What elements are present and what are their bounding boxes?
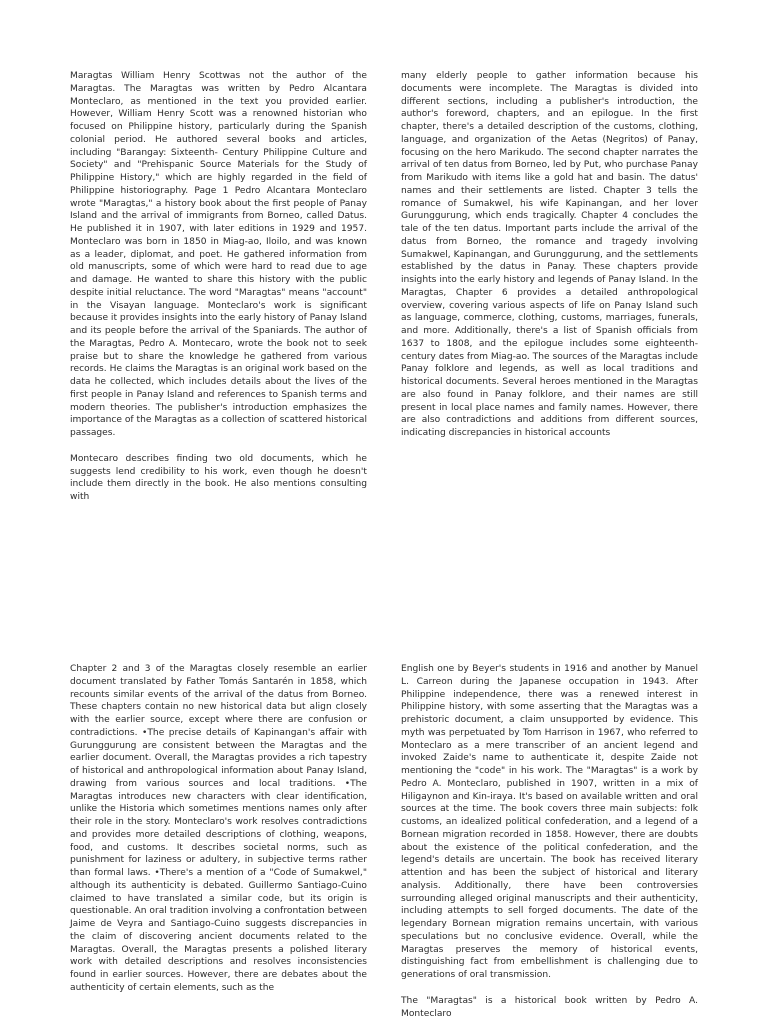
text-column-left bbox=[70, 663, 367, 1008]
paragraph: Maragtas William Henry Scottwas not the author of the Maragtas. The Maragtas was written by Pedro Alcantara Monteclaro, as mentioned in the text you provided earlier. However, William Henry Scott was a renowned historian who focused on Philippine history, particularly during the Spanish colonial period. He authored several books and articles, including "Barangay: Sixteenth- Century Philippine Culture and Society" and "Prehispanic Source Materials for the Study of Philippine History," which are highly regarded in the field of Philippine historiography. Page 1 Pedro Alcantara Monteclaro wrote "Maragtas," a history book about the first people of Panay Island and the arrival of immigrants from Borneo, called Datus. He published it in 1907, with later editions in 1929 and 1957. Monteclaro was born in 1850 in Miag-ao, Iloilo, and was known as a leader, diplomat, and poet. He gathered information from old manuscripts, some of which were hard to read due to age and damage. He wanted to share this history with the public despite initial reluctance. The word "Maragtas" means "account" in the Visayan language. Monteclaro's work is significant because it provides insights into the early history of Panay Island and its people before the arrival of the Spaniards. The author of the Maragtas, Pedro A. Montecaro, wrote the book not to seek praise but to share the knowledge he gathered from various records. He claims the Maragtas is an original work based on the data he collected, which includes details about the lives of the first people in Panay Island and references to Spanish terms and modern theories. The publisher's introduction emphasizes the importance of the Maragtas as a collection of scattered historical passages. bbox=[70, 71, 367, 438]
text-column-left bbox=[70, 70, 367, 517]
paragraph: Montecaro describes finding two old documents, which he suggests lend credibility to his work, even though he doesn't include them directly in the book. He also mentions consulting with bbox=[70, 453, 367, 502]
text-column-right bbox=[401, 70, 698, 453]
text-column-right bbox=[401, 663, 698, 1033]
document-page-bottom bbox=[0, 620, 768, 1024]
paragraph: The "Maragtas" is a historical book written by Pedro A. Monteclaro bbox=[401, 995, 698, 1019]
paragraph: English one by Beyer's students in 1916 and another by Manuel L. Carreon during the Japanese occupation in 1943. After Philippine independence, there was a renewed interest in Philippine history, with some asserting that the Maragtas was a prehistoric document, a claim unsupported by evidence. This myth was perpetuated by Tom Harrison in 1967, who referred to Monteclaro as a mere transcriber of an ancient legend and invoked Zaide's name to authenticate it, despite Zaide not mentioning the "code" in his work. The "Maragtas" is a work by Pedro A. Monteclaro, published in 1907, written in a mix of Hiligaynon and Kin-iraya. It's based on available written and oral sources at the time. The book covers three main subjects: folk customs, an idealized political confederation, and a legend of a Bornean migration recorded in 1858. However, there are doubts about the existence of the political confederation, and the legend's details are uncertain. The book has received literary attention and has been the subject of historical and literary analysis. Additionally, there have been controversies surrounding alleged original manuscripts and their authenticity, including attempts to sell forged documents. The date of the legendary Bornean migration remains uncertain, with various speculations but no conclusive evidence. Overall, while the Maragtas preserves the memory of historical events, distinguishing fact from embellishment is challenging due to generations of oral transmission. bbox=[401, 664, 698, 980]
paragraph: Chapter 2 and 3 of the Maragtas closely resemble an earlier document translated by Father Tomás Santarén in 1858, which recounts similar events of the arrival of the datus from Borneo. These chapters contain no new historical data but align closely with the earlier source, except where there are confusion or contradictions. •The precise details of Kapinangan's affair with Gurunggurung are consistent between the Maragtas and the earlier document. Overall, the Maragtas provides a rich tapestry of historical and anthropological information about Panay Island, drawing from various sources and local traditions. •The Maragtas introduces new characters with clear identification, unlike the Historia which sometimes mentions names only after their role in the story. Monteclaro's work resolves contradictions and provides more detailed descriptions of clothing, weapons, food, and customs. It describes societal norms, such as punishment for laziness or adultery, in subjective terms rather than formal laws. •There's a mention of a "Code of Sumakwel," although its authenticity is debated. Guillermo Santiago-Cuino claimed to have translated a similar code, but its origin is questionable. An oral tradition involving a confrontation between Jaime de Veyra and Santiago-Cuino suggests discrepancies in the claim of discovering ancient documents related to the Maragtas. Overall, the Maragtas presents a polished literary work with detailed descriptions and resolves inconsistencies found in earlier sources. However, there are debates about the authenticity of certain elements, such as the bbox=[70, 664, 367, 993]
paragraph: many elderly people to gather information because his documents were incomplete. The Maragtas is divided into different sections, including a publisher's introduction, the author's foreword, chapters, and an epilogue. In the first chapter, there's a detailed description of the customs, clothing, language, and organization of the Aetas (Negritos) of Panay, focusing on the hero Marikudo. The second chapter narrates the arrival of ten datus from Borneo, led by Put, who purchase Panay from Marikudo with items like a gold hat and basin. The datus' names and their settlements are listed. Chapter 3 tells the romance of Sumakwel, his wife Kapinangan, and her lover Gurunggurung, which ends tragically. Chapter 4 concludes the tale of the ten datus. Important parts include the arrival of the datus from Borneo, the romance and tragedy involving Sumakwel, Kapinangan, and Gurunggurung, and the settlements established by the datus in Panay. These chapters provide insights into the early history and legends of Panay Island. In the Maragtas, Chapter 6 provides a detailed anthropological overview, covering various aspects of life on Panay Island such as language, commerce, clothing, customs, marriages, funerals, and more. Additionally, there's a list of Spanish officials from 1637 to 1808, and the epilogue includes some eighteenth-century dates from Miag-ao. The sources of the Maragtas include Panay folklore and legends, as well as local traditions and historical documents. Several heroes mentioned in the Maragtas are also found in Panay folklore, and their names are still present in local place names and family names. However, there are also contradictions and additions from different sources, indicating discrepancies in historical accounts bbox=[401, 71, 698, 438]
